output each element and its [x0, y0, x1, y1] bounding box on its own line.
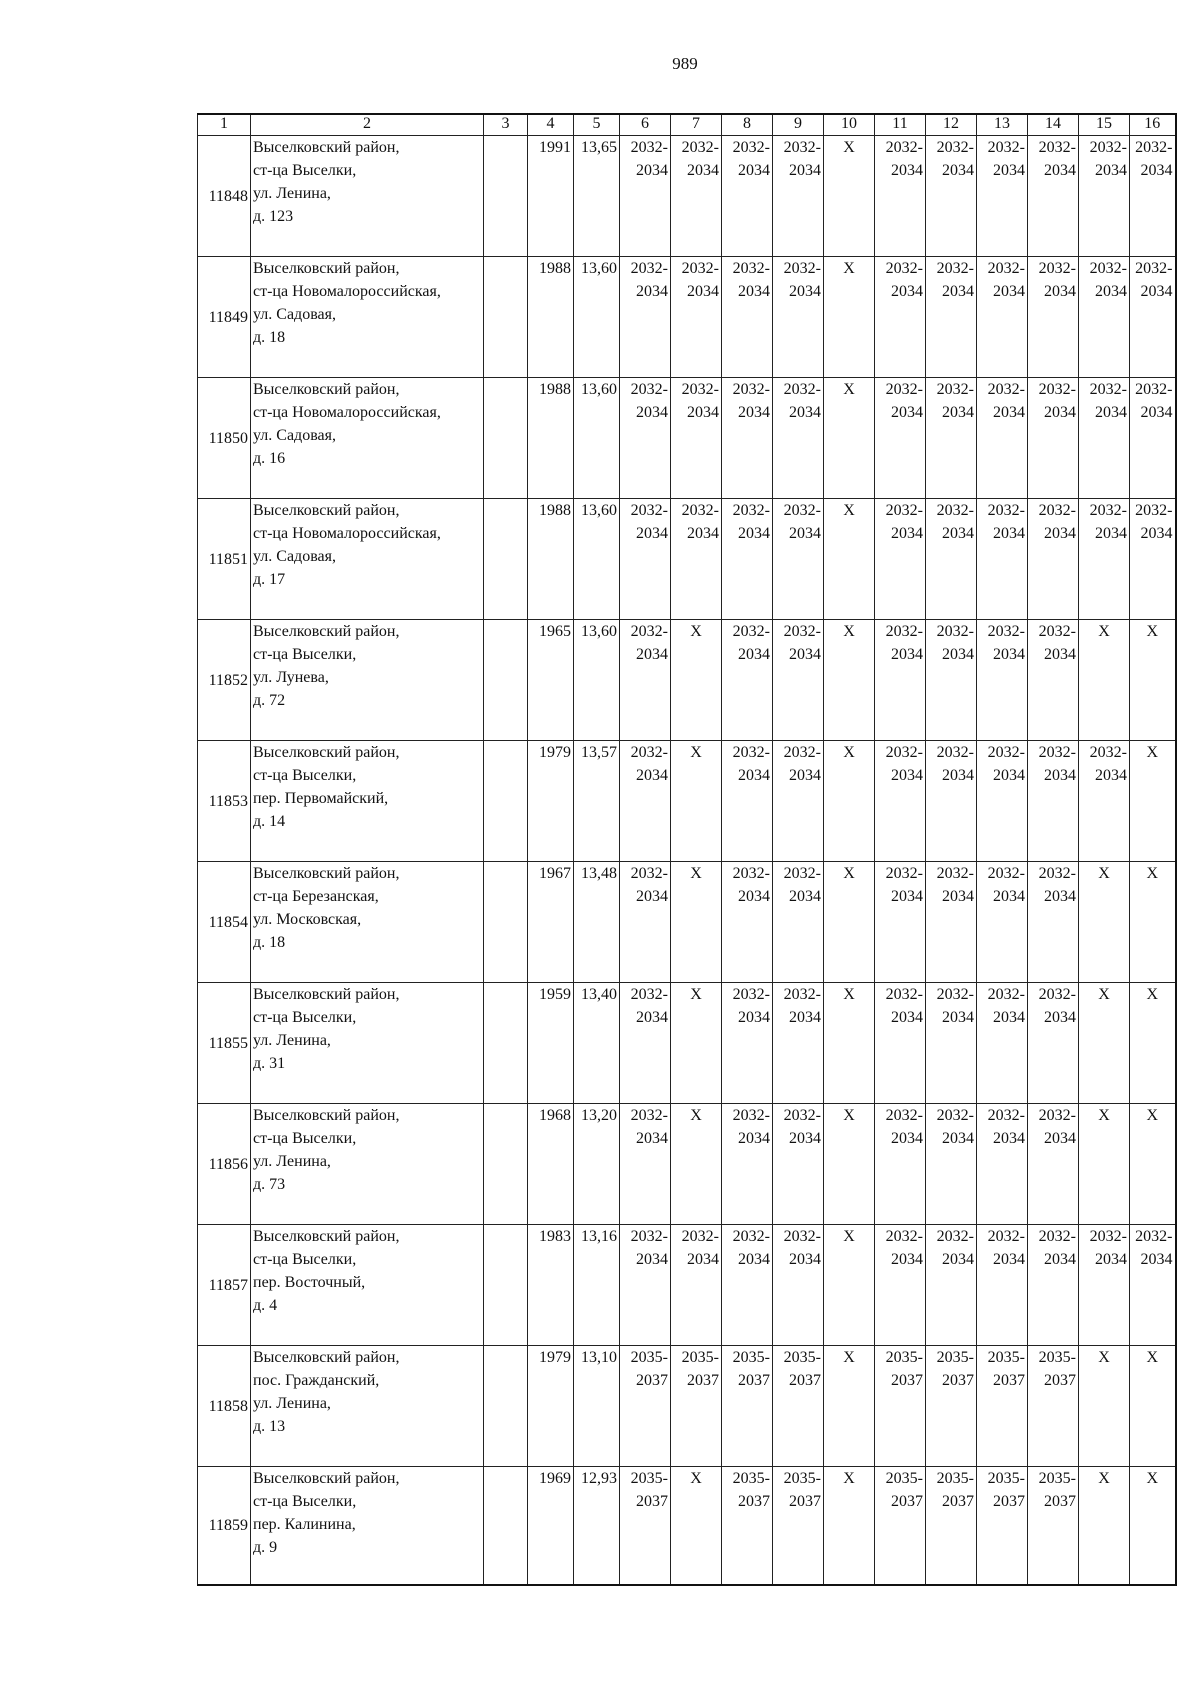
work-period-cell: 2032- 2034: [1130, 499, 1176, 620]
work-period-cell: 2032- 2034: [926, 378, 977, 499]
work-period-cell: 2032- 2034: [977, 741, 1028, 862]
wear-percent-cell: 13,57: [574, 741, 620, 862]
address-line: Выселковский район,: [253, 139, 400, 156]
year-cell: 1965: [528, 620, 574, 741]
column-3-cell: [484, 741, 528, 862]
work-period-cell: 2032- 2034: [671, 378, 722, 499]
address-line: д. 17: [253, 571, 286, 588]
work-period-cell: 2032- 2034: [1079, 136, 1130, 257]
work-period-cell: 2032- 2034: [773, 257, 824, 378]
work-period-cell: 2032- 2034: [977, 1225, 1028, 1346]
wear-percent-cell: 13,40: [574, 983, 620, 1104]
address-cell: [251, 1104, 484, 1225]
work-period-cell: 2032- 2034: [1130, 378, 1176, 499]
address-line: пер. Калинина,: [253, 1516, 356, 1533]
address-line: д. 73: [253, 1176, 286, 1193]
column-header: 13: [977, 114, 1028, 136]
work-period-cell: 2032- 2034: [1028, 741, 1079, 862]
work-period-cell: 2032- 2034: [875, 136, 926, 257]
work-period-cell: 2032- 2034: [722, 1225, 773, 1346]
work-period-cell: 2032- 2034: [1028, 862, 1079, 983]
work-period-cell: 2032- 2034: [1028, 983, 1079, 1104]
work-period-cell: 2035- 2037: [875, 1346, 926, 1467]
work-period-cell: Х: [1130, 862, 1176, 983]
address-line: д. 18: [253, 934, 286, 951]
work-period-cell: 2032- 2034: [977, 620, 1028, 741]
work-period-cell: 2035- 2037: [1028, 1467, 1079, 1586]
work-period-cell: 2032- 2034: [1028, 136, 1079, 257]
work-period-cell: 2035- 2037: [773, 1467, 824, 1586]
work-period-cell: 2032- 2034: [773, 983, 824, 1104]
work-period-cell: 2032- 2034: [977, 257, 1028, 378]
address-cell: [251, 620, 484, 741]
work-period-cell: 2032- 2034: [620, 257, 671, 378]
work-period-cell: 2032- 2034: [620, 136, 671, 257]
work-period-cell: 2032- 2034: [875, 983, 926, 1104]
work-period-cell: 2032- 2034: [977, 378, 1028, 499]
work-period-cell: 2032- 2034: [875, 620, 926, 741]
work-period-cell: 2032- 2034: [926, 862, 977, 983]
address-line: ст-ца Выселки,: [253, 162, 357, 179]
work-period-cell: 2032- 2034: [875, 378, 926, 499]
column-3-cell: [484, 378, 528, 499]
address-cell: [251, 1346, 484, 1467]
work-period-cell: 2032- 2034: [875, 862, 926, 983]
work-period-cell: Х: [824, 862, 875, 983]
address-cell: [251, 741, 484, 862]
work-period-cell: 2032- 2034: [926, 136, 977, 257]
work-period-cell: 2035- 2037: [875, 1467, 926, 1586]
work-period-cell: Х: [1130, 1104, 1176, 1225]
address-cell: [251, 257, 484, 378]
work-period-cell: 2035- 2037: [722, 1467, 773, 1586]
work-period-cell: 2032- 2034: [977, 499, 1028, 620]
work-period-cell: 2032- 2034: [671, 257, 722, 378]
work-period-cell: 2035- 2037: [977, 1467, 1028, 1586]
address-line: ул. Ленина,: [253, 1395, 331, 1412]
year-cell: 1991: [528, 136, 574, 257]
work-period-cell: 2035- 2037: [722, 1346, 773, 1467]
column-3-cell: [484, 620, 528, 741]
work-period-cell: Х: [824, 741, 875, 862]
work-period-cell: Х: [1079, 1467, 1130, 1586]
work-period-cell: 2032- 2034: [773, 862, 824, 983]
wear-percent-cell: 13,48: [574, 862, 620, 983]
address-line: д. 9: [253, 1539, 278, 1556]
work-period-cell: 2032- 2034: [671, 499, 722, 620]
work-period-cell: 2032- 2034: [1079, 499, 1130, 620]
work-period-cell: 2032- 2034: [926, 1225, 977, 1346]
table-row: [198, 983, 1176, 1104]
address-line: Выселковский район,: [253, 260, 400, 277]
wear-percent-cell: 13,10: [574, 1346, 620, 1467]
work-period-cell: 2035- 2037: [620, 1346, 671, 1467]
table-row: [198, 862, 1176, 983]
table-row: [198, 378, 1176, 499]
row-number: 11855: [198, 983, 251, 1104]
column-3-cell: [484, 1467, 528, 1586]
address-cell: [251, 378, 484, 499]
work-period-cell: Х: [1130, 741, 1176, 862]
work-period-cell: Х: [1079, 1104, 1130, 1225]
work-period-cell: 2032- 2034: [1028, 499, 1079, 620]
work-period-cell: 2032- 2034: [1028, 378, 1079, 499]
column-3-cell: [484, 499, 528, 620]
address-line: ст-ца Новомалороссийская,: [253, 525, 441, 542]
work-period-cell: 2032- 2034: [926, 257, 977, 378]
work-period-cell: 2032- 2034: [773, 1104, 824, 1225]
column-header: 5: [574, 114, 620, 136]
column-3-cell: [484, 1104, 528, 1225]
work-period-cell: Х: [1079, 620, 1130, 741]
column-header: 16: [1130, 114, 1176, 136]
wear-percent-cell: 13,65: [574, 136, 620, 257]
work-period-cell: 2032- 2034: [722, 257, 773, 378]
page-number: 989: [672, 54, 698, 73]
address-line: ст-ца Выселки,: [253, 767, 357, 784]
year-cell: 1979: [528, 741, 574, 862]
work-period-cell: 2032- 2034: [1130, 257, 1176, 378]
column-header: 10: [824, 114, 875, 136]
row-number: 11849: [198, 257, 251, 378]
table-row: [198, 257, 1176, 378]
address-line: пос. Гражданский,: [253, 1372, 380, 1389]
work-period-cell: 2032- 2034: [875, 741, 926, 862]
work-period-cell: Х: [671, 1104, 722, 1225]
work-period-cell: 2032- 2034: [671, 1225, 722, 1346]
row-number: 11859: [198, 1467, 251, 1586]
work-period-cell: Х: [824, 620, 875, 741]
work-period-cell: 2032- 2034: [875, 1225, 926, 1346]
work-period-cell: Х: [1079, 983, 1130, 1104]
work-period-cell: 2032- 2034: [671, 136, 722, 257]
address-cell: [251, 499, 484, 620]
work-period-cell: 2032- 2034: [722, 620, 773, 741]
row-number: 11853: [198, 741, 251, 862]
column-header: 15: [1079, 114, 1130, 136]
address-line: ст-ца Выселки,: [253, 646, 357, 663]
address-line: ст-ца Выселки,: [253, 1251, 357, 1268]
address-line: ул. Лунева,: [253, 669, 329, 686]
work-period-cell: Х: [671, 862, 722, 983]
column-header: 1: [198, 114, 251, 136]
address-line: ул. Ленина,: [253, 1153, 331, 1170]
address-line: Выселковский район,: [253, 502, 400, 519]
address-line: ст-ца Выселки,: [253, 1493, 357, 1510]
year-cell: 1969: [528, 1467, 574, 1586]
column-3-cell: [484, 1225, 528, 1346]
column-header: 8: [722, 114, 773, 136]
work-period-cell: 2032- 2034: [977, 862, 1028, 983]
work-period-cell: 2032- 2034: [977, 136, 1028, 257]
row-number: 11848: [198, 136, 251, 257]
work-period-cell: Х: [824, 1104, 875, 1225]
column-number-row: [198, 114, 1176, 136]
work-period-cell: 2032- 2034: [977, 1104, 1028, 1225]
year-cell: 1988: [528, 378, 574, 499]
work-period-cell: 2032- 2034: [875, 257, 926, 378]
work-period-cell: 2035- 2037: [926, 1346, 977, 1467]
registry-table: [197, 113, 1177, 1586]
address-line: ст-ца Выселки,: [253, 1009, 357, 1026]
work-period-cell: Х: [1079, 862, 1130, 983]
wear-percent-cell: 12,93: [574, 1467, 620, 1586]
work-period-cell: 2032- 2034: [926, 1104, 977, 1225]
column-3-cell: [484, 257, 528, 378]
work-period-cell: 2035- 2037: [620, 1467, 671, 1586]
row-number: 11851: [198, 499, 251, 620]
work-period-cell: Х: [824, 1225, 875, 1346]
work-period-cell: 2032- 2034: [1079, 741, 1130, 862]
table-row: [198, 620, 1176, 741]
table-row: [198, 1346, 1176, 1467]
work-period-cell: 2032- 2034: [773, 1225, 824, 1346]
address-line: Выселковский район,: [253, 1470, 400, 1487]
work-period-cell: 2032- 2034: [620, 983, 671, 1104]
address-line: ул. Ленина,: [253, 185, 331, 202]
work-period-cell: 2032- 2034: [1079, 378, 1130, 499]
work-period-cell: 2032- 2034: [620, 499, 671, 620]
work-period-cell: 2032- 2034: [620, 862, 671, 983]
work-period-cell: Х: [1130, 1346, 1176, 1467]
year-cell: 1983: [528, 1225, 574, 1346]
address-line: пер. Восточный,: [253, 1274, 366, 1291]
address-line: д. 18: [253, 329, 286, 346]
address-cell: [251, 983, 484, 1104]
row-number: 11852: [198, 620, 251, 741]
work-period-cell: 2032- 2034: [926, 983, 977, 1104]
work-period-cell: 2032- 2034: [875, 499, 926, 620]
work-period-cell: Х: [824, 257, 875, 378]
address-cell: [251, 862, 484, 983]
work-period-cell: 2035- 2037: [977, 1346, 1028, 1467]
work-period-cell: 2032- 2034: [1028, 1104, 1079, 1225]
address-line: ул. Садовая,: [253, 306, 336, 323]
work-period-cell: Х: [824, 1346, 875, 1467]
column-3-cell: [484, 862, 528, 983]
address-line: д. 123: [253, 208, 294, 225]
work-period-cell: Х: [671, 620, 722, 741]
address-cell: [251, 1225, 484, 1346]
work-period-cell: 2032- 2034: [773, 136, 824, 257]
work-period-cell: 2032- 2034: [1028, 1225, 1079, 1346]
work-period-cell: 2032- 2034: [722, 378, 773, 499]
address-line: ул. Садовая,: [253, 427, 336, 444]
year-cell: 1988: [528, 499, 574, 620]
work-period-cell: Х: [671, 741, 722, 862]
wear-percent-cell: 13,60: [574, 378, 620, 499]
address-line: ул. Московская,: [253, 911, 362, 928]
work-period-cell: Х: [1130, 983, 1176, 1104]
address-line: ст-ца Выселки,: [253, 1130, 357, 1147]
wear-percent-cell: 13,20: [574, 1104, 620, 1225]
work-period-cell: 2035- 2037: [671, 1346, 722, 1467]
work-period-cell: 2032- 2034: [926, 499, 977, 620]
table-body: [198, 136, 1176, 1586]
column-header: 7: [671, 114, 722, 136]
row-number: 11858: [198, 1346, 251, 1467]
wear-percent-cell: 13,16: [574, 1225, 620, 1346]
work-period-cell: 2032- 2034: [1079, 257, 1130, 378]
column-3-cell: [484, 1346, 528, 1467]
work-period-cell: Х: [824, 378, 875, 499]
row-number: 11856: [198, 1104, 251, 1225]
address-line: Выселковский район,: [253, 1107, 400, 1124]
wear-percent-cell: 13,60: [574, 620, 620, 741]
address-line: Выселковский район,: [253, 623, 400, 640]
work-period-cell: 2032- 2034: [773, 378, 824, 499]
column-header: 9: [773, 114, 824, 136]
work-period-cell: Х: [824, 136, 875, 257]
column-header: 12: [926, 114, 977, 136]
work-period-cell: 2032- 2034: [1130, 1225, 1176, 1346]
row-number: 11854: [198, 862, 251, 983]
row-number: 11850: [198, 378, 251, 499]
address-line: Выселковский район,: [253, 1228, 400, 1245]
work-period-cell: 2032- 2034: [620, 378, 671, 499]
work-period-cell: Х: [1130, 620, 1176, 741]
column-header: 11: [875, 114, 926, 136]
work-period-cell: 2032- 2034: [773, 499, 824, 620]
work-period-cell: 2032- 2034: [722, 741, 773, 862]
year-cell: 1979: [528, 1346, 574, 1467]
address-line: ул. Ленина,: [253, 1032, 331, 1049]
table-row: [198, 741, 1176, 862]
address-line: Выселковский район,: [253, 986, 400, 1003]
year-cell: 1988: [528, 257, 574, 378]
column-3-cell: [484, 136, 528, 257]
address-line: пер. Первомайский,: [253, 790, 389, 807]
work-period-cell: 2032- 2034: [926, 741, 977, 862]
address-line: д. 31: [253, 1055, 286, 1072]
table-row: [198, 1104, 1176, 1225]
work-period-cell: 2032- 2034: [620, 1225, 671, 1346]
address-cell: [251, 1467, 484, 1586]
address-cell: [251, 136, 484, 257]
wear-percent-cell: 13,60: [574, 257, 620, 378]
work-period-cell: 2035- 2037: [1028, 1346, 1079, 1467]
column-3-cell: [484, 983, 528, 1104]
work-period-cell: 2035- 2037: [926, 1467, 977, 1586]
year-cell: 1967: [528, 862, 574, 983]
work-period-cell: 2032- 2034: [620, 1104, 671, 1225]
address-line: д. 13: [253, 1418, 286, 1435]
work-period-cell: 2032- 2034: [722, 499, 773, 620]
table-row: [198, 499, 1176, 620]
work-period-cell: Х: [1079, 1346, 1130, 1467]
work-period-cell: 2032- 2034: [773, 620, 824, 741]
work-period-cell: 2032- 2034: [926, 620, 977, 741]
table-row: [198, 136, 1176, 257]
address-line: ст-ца Новомалороссийская,: [253, 283, 441, 300]
column-header: 2: [251, 114, 484, 136]
column-header: 3: [484, 114, 528, 136]
work-period-cell: Х: [671, 983, 722, 1104]
work-period-cell: Х: [824, 1467, 875, 1586]
work-period-cell: 2032- 2034: [1028, 257, 1079, 378]
address-line: Выселковский район,: [253, 865, 400, 882]
work-period-cell: 2032- 2034: [1028, 620, 1079, 741]
work-period-cell: 2032- 2034: [875, 1104, 926, 1225]
wear-percent-cell: 13,60: [574, 499, 620, 620]
row-number: 11857: [198, 1225, 251, 1346]
work-period-cell: 2035- 2037: [773, 1346, 824, 1467]
year-cell: 1968: [528, 1104, 574, 1225]
work-period-cell: Х: [671, 1467, 722, 1586]
address-line: Выселковский район,: [253, 1349, 400, 1366]
work-period-cell: 2032- 2034: [977, 983, 1028, 1104]
work-period-cell: 2032- 2034: [722, 1104, 773, 1225]
address-line: д. 72: [253, 692, 286, 709]
table-row: [198, 1225, 1176, 1346]
work-period-cell: Х: [824, 983, 875, 1104]
work-period-cell: 2032- 2034: [1079, 1225, 1130, 1346]
table-row: [198, 1467, 1176, 1586]
work-period-cell: 2032- 2034: [1130, 136, 1176, 257]
column-header: 4: [528, 114, 574, 136]
address-line: д. 14: [253, 813, 286, 830]
work-period-cell: Х: [824, 499, 875, 620]
address-line: д. 16: [253, 450, 286, 467]
work-period-cell: 2032- 2034: [722, 862, 773, 983]
address-line: Выселковский район,: [253, 744, 400, 761]
year-cell: 1959: [528, 983, 574, 1104]
address-line: д. 4: [253, 1297, 278, 1314]
work-period-cell: 2032- 2034: [773, 741, 824, 862]
address-line: ст-ца Новомалороссийская,: [253, 404, 441, 421]
work-period-cell: Х: [1130, 1467, 1176, 1586]
address-line: Выселковский район,: [253, 381, 400, 398]
work-period-cell: 2032- 2034: [722, 983, 773, 1104]
work-period-cell: 2032- 2034: [722, 136, 773, 257]
address-line: ул. Садовая,: [253, 548, 336, 565]
work-period-cell: 2032- 2034: [620, 620, 671, 741]
address-line: ст-ца Березанская,: [253, 888, 379, 905]
column-header: 14: [1028, 114, 1079, 136]
column-header: 6: [620, 114, 671, 136]
work-period-cell: 2032- 2034: [620, 741, 671, 862]
